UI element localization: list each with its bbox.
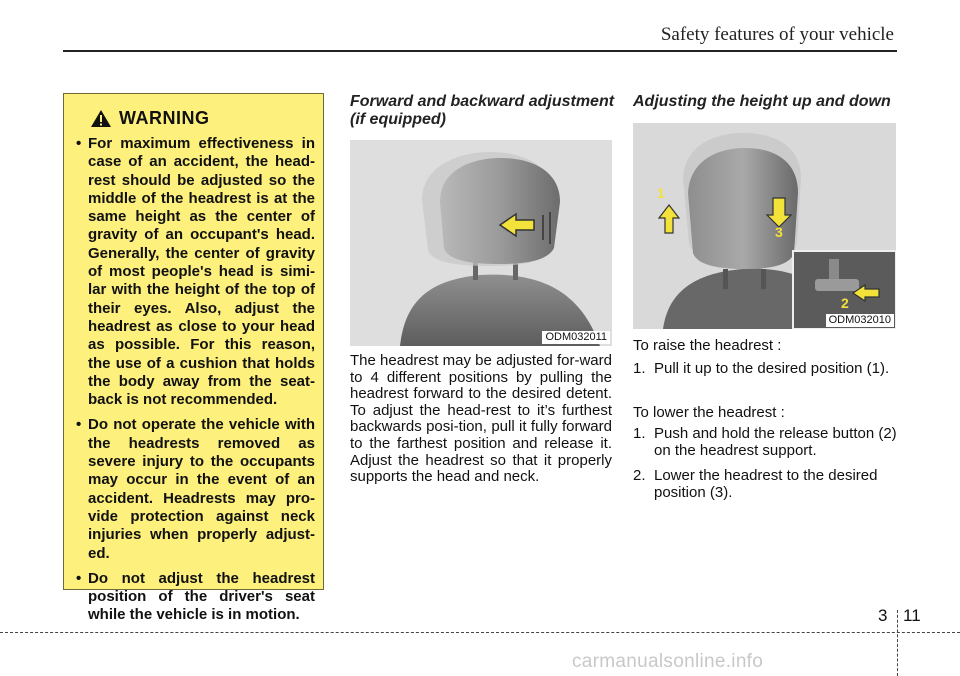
callout-2: 2: [841, 295, 849, 311]
raise-intro: To raise the headrest :: [633, 337, 782, 354]
lower-step: [633, 425, 899, 459]
step-number: 2.: [633, 467, 646, 484]
step-number: 1.: [633, 360, 646, 377]
headrest-height-photo: [633, 123, 896, 329]
warning-list: [76, 135, 315, 625]
height-adjust-heading: Adjusting the height up and down: [633, 93, 891, 110]
lower-step: [633, 467, 899, 501]
page-header-title: Safety features of your vehicle: [660, 24, 894, 45]
warning-item: • Do not adjust the headrest position of the driver's seat while the vehicle is in motion.: [76, 570, 315, 625]
step-number: 1.: [633, 425, 646, 442]
footer-rule: [0, 632, 960, 633]
warning-triangle-icon: [90, 109, 112, 128]
watermark: carmanualsonline.info: [572, 651, 764, 672]
warning-item: • For maximum effectiveness in case of an accident, the head-rest should be adjusted so the middle of the headrest is at the same height as the center of gravity of an occupant's head. Generally, the center of gravity of most people's head is simi-lar with the height of the top of their eyes. Also, adjust the headrest as close to your head as possible. For this reason, the use of a cushion that holds the body away from the seat-back is not recommended.: [76, 135, 315, 409]
forward-adjust-body: The headrest may be adjusted for-ward to 4 different positions by pulling the headrest forward to the desired detent. To adjust the head-rest to it’s furthest backwards posi-tion, pull it fully forward to the farthest position and release it. Adjust the headrest so that it properly supports the head and neck.: [350, 352, 612, 486]
warning-title: WARNING: [119, 108, 210, 128]
step-text: Push and hold the release button (2) on the headrest support.: [654, 425, 897, 459]
headrest-forward-photo: [350, 140, 612, 346]
warning-box: [63, 93, 324, 624]
lower-intro: To lower the headrest :: [633, 404, 785, 421]
headrest-height-illustration: [633, 123, 896, 329]
callout-1: 1: [657, 185, 665, 201]
chapter-number: 3: [878, 606, 888, 625]
raise-step: [633, 360, 899, 377]
step-text: Pull it up to the desired position (1).: [654, 360, 890, 377]
warning-item: • Do not operate the vehicle with the headrests removed as severe injury to the occupants may occur in the event of an accident. Headrests may pro-vide protection against neck injuries when properly adjust-ed.: [76, 416, 315, 562]
image-code: ODM032010: [826, 314, 894, 327]
forward-adjust-heading: Forward and backward adjustment (if equipped): [350, 93, 615, 128]
image-code: ODM032011: [542, 331, 610, 344]
footer-divider: [897, 610, 898, 676]
page-number: 11: [903, 606, 921, 625]
step-text: Lower the headrest to the desired position (3).: [654, 467, 878, 501]
headrest-forward-illustration: [350, 140, 612, 346]
header-rule: [63, 50, 897, 52]
callout-3: 3: [775, 224, 783, 240]
warning-header: [90, 108, 315, 129]
